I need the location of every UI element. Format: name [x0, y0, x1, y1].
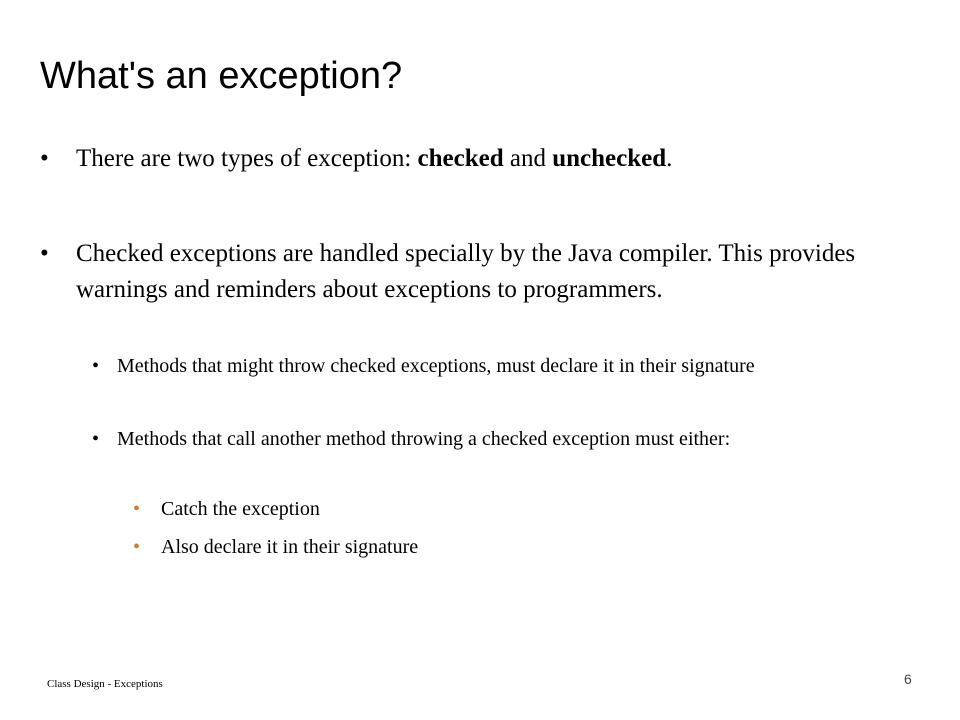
bullet-marker: • — [133, 536, 141, 558]
bullet-text: Methods that call another method throwing a checked exception must either: — [117, 428, 731, 450]
sub-sub-bullet-declare — [133, 534, 761, 561]
sub-bullet-callers — [92, 426, 877, 453]
bullet-text: Checked exceptions are handled specially by the Java compiler. This provides warnings and reminders about exceptions to programmers. — [76, 240, 856, 303]
bullet-text-middle: and — [503, 145, 553, 172]
bullet-item-types — [40, 141, 876, 177]
slide-footer: Class Design - Exceptions — [47, 678, 163, 690]
slide-title: What's an exception? — [40, 55, 403, 97]
bullet-marker: • — [92, 428, 100, 450]
bullet-text-prefix: There are two types of exception: — [76, 145, 418, 172]
bullet-text: Methods that might throw checked exceptions, must declare it in their signature — [117, 355, 755, 377]
sub-bullet-declare — [92, 353, 877, 380]
bullet-text: Also declare it in their signature — [161, 536, 419, 558]
bullet-text: Catch the exception — [161, 498, 320, 520]
page-number: 6 — [904, 671, 912, 687]
term-checked: checked — [417, 145, 504, 172]
bullet-marker: • — [92, 355, 100, 377]
bullet-marker: • — [40, 145, 49, 172]
bullet-marker: • — [133, 498, 141, 520]
bullet-item-checked-exceptions — [40, 236, 876, 308]
bullet-marker: • — [40, 240, 49, 267]
sub-sub-bullet-catch — [133, 496, 761, 523]
term-unchecked: unchecked — [552, 145, 667, 172]
bullet-text-suffix: . — [666, 145, 673, 172]
bullet-text — [76, 141, 876, 177]
